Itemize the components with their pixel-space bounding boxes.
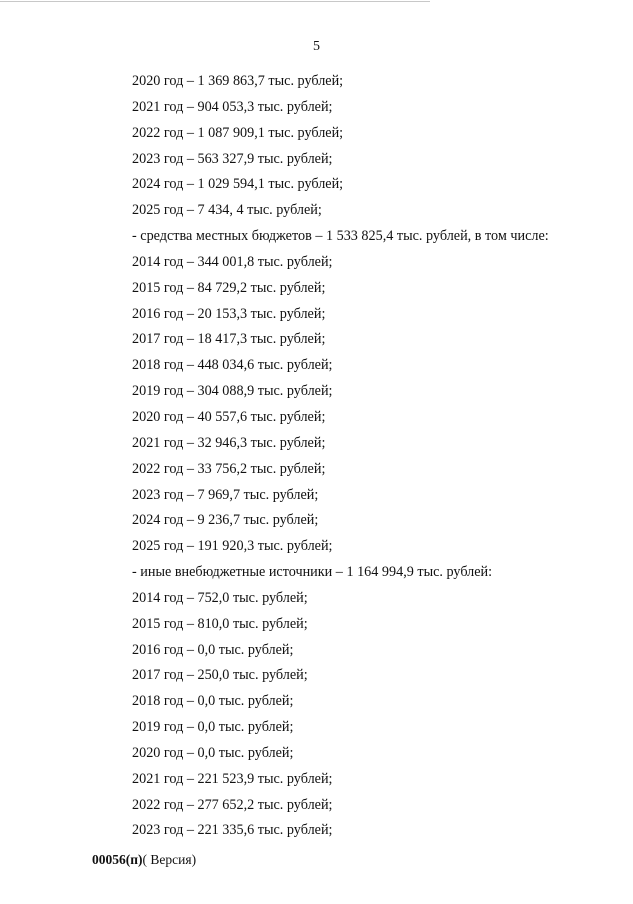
text-line: 2024 год – 9 236,7 тыс. рублей; bbox=[132, 512, 319, 529]
text-line: 2024 год – 1 029 594,1 тыс. рублей; bbox=[132, 176, 344, 193]
text-line: 2018 год – 448 034,6 тыс. рублей; bbox=[132, 357, 333, 374]
text-line: 2014 год – 752,0 тыс. рублей; bbox=[132, 589, 308, 606]
text-line: 2020 год – 40 557,6 тыс. рублей; bbox=[132, 408, 326, 425]
text-line: 2020 год – 0,0 тыс. рублей; bbox=[132, 744, 294, 761]
text-line: 2018 год – 0,0 тыс. рублей; bbox=[132, 693, 294, 710]
document-body bbox=[132, 69, 602, 844]
text-line: 2025 год – 7 434, 4 тыс. рублей; bbox=[132, 202, 322, 219]
text-line: 2019 год – 0,0 тыс. рублей; bbox=[132, 719, 294, 736]
text-line: 2022 год – 277 652,2 тыс. рублей; bbox=[132, 796, 333, 813]
section-heading-local-budgets: - средства местных бюджетов – 1 533 825,4 тыс. рублей, в том числе: bbox=[132, 228, 549, 245]
document-version: ( Версия) bbox=[142, 852, 197, 867]
text-line: 2017 год – 18 417,3 тыс. рублей; bbox=[132, 331, 326, 348]
text-line: 2019 год – 304 088,9 тыс. рублей; bbox=[132, 383, 333, 400]
document-footer bbox=[92, 851, 196, 869]
text-line: 2020 год – 1 369 863,7 тыс. рублей; bbox=[132, 73, 344, 89]
text-line: 2023 год – 7 969,7 тыс. рублей; bbox=[132, 486, 319, 503]
text-line: 2017 год – 250,0 тыс. рублей; bbox=[132, 667, 308, 684]
text-line: 2021 год – 221 523,9 тыс. рублей; bbox=[132, 770, 333, 787]
text-line: 2015 год – 84 729,2 тыс. рублей; bbox=[132, 279, 326, 296]
text-line: 2022 год – 1 087 909,1 тыс. рублей; bbox=[132, 124, 344, 141]
text-line: 2016 год – 0,0 тыс. рублей; bbox=[132, 641, 294, 658]
text-line: 2023 год – 563 327,9 тыс. рублей; bbox=[132, 150, 333, 167]
text-line: 2021 год – 32 946,3 тыс. рублей; bbox=[132, 434, 326, 451]
text-line: 2016 год – 20 153,3 тыс. рублей; bbox=[132, 305, 326, 322]
section-heading-extrabudgetary: - иные внебюджетные источники – 1 164 994,9 тыс. рублей: bbox=[132, 564, 493, 581]
text-line: 2022 год – 33 756,2 тыс. рублей; bbox=[132, 460, 326, 477]
text-line: 2025 год – 191 920,3 тыс. рублей; bbox=[132, 538, 333, 555]
text-line: 2021 год – 904 053,3 тыс. рублей; bbox=[132, 98, 333, 115]
page-number: 5 bbox=[313, 39, 320, 54]
text-line: 2015 год – 810,0 тыс. рублей; bbox=[132, 615, 308, 632]
text-line: 2014 год – 344 001,8 тыс. рублей; bbox=[132, 253, 333, 270]
document-code: 00056(п) bbox=[92, 852, 143, 867]
top-scan-rule bbox=[0, 1, 430, 2]
text-line: 2023 год – 221 335,6 тыс. рублей; bbox=[132, 822, 333, 839]
